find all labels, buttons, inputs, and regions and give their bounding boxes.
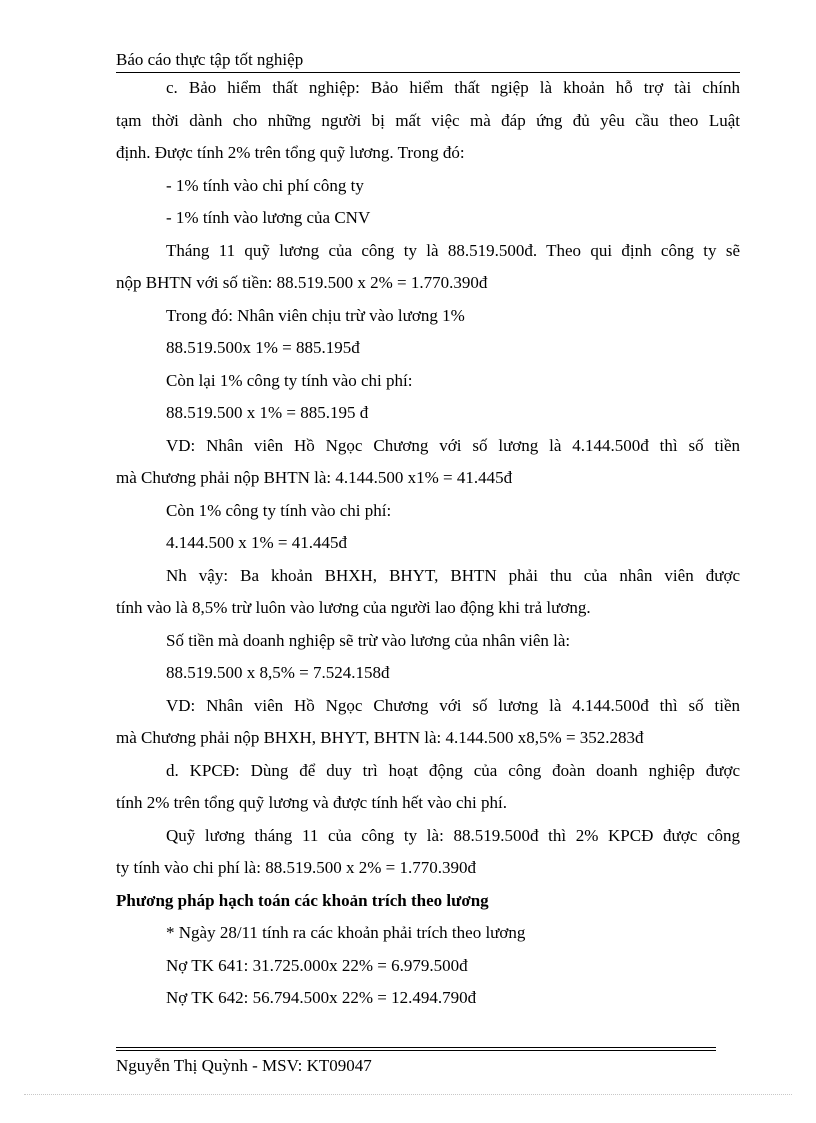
paragraph-line: mà Chương phải nộp BHXH, BHYT, BHTN là: 4.144.500 x8,5% = 352.283đ: [116, 728, 644, 747]
footer-author: Nguyễn Thị Quỳnh - MSV: KT09047: [116, 1056, 372, 1075]
document-body: [116, 72, 740, 1015]
paragraph-line: VD: Nhân viên Hồ Ngọc Chương với số lương là 4.144.500đ thì số tiền: [166, 435, 740, 455]
paragraph-line: mà Chương phải nộp BHTN là: 4.144.500 x1% = 41.445đ: [116, 468, 513, 487]
page-edge-divider: [24, 1094, 792, 1095]
journal-entry: Nợ TK 642: 56.794.500x 22% = 12.494.790đ: [166, 988, 477, 1007]
paragraph-line: Số tiền mà doanh nghiệp sẽ trừ vào lương của nhân viên là:: [166, 630, 571, 650]
paragraph-line: định. Được tính 2% trên tổng quỹ lương. Trong đó:: [116, 143, 465, 162]
paragraph-line: tính 2% trên tổng quỹ lương và được tính hết vào chi phí.: [116, 793, 507, 812]
paragraph-line: Còn lại 1% công ty tính vào chi phí:: [166, 370, 413, 390]
page-header: [116, 50, 740, 73]
paragraph-line: Tháng 11 quỹ lương của công ty là 88.519.500đ. Theo qui định công ty sẽ: [166, 240, 740, 260]
formula-line: 88.519.500x 1% = 885.195đ: [166, 338, 360, 357]
journal-entry: Nợ TK 641: 31.725.000x 22% = 6.979.500đ: [166, 955, 468, 975]
paragraph-line: tính vào là 8,5% trừ luôn vào lương của người lao động khi trả lương.: [116, 598, 591, 617]
paragraph-line: d. KPCĐ: Dùng để duy trì hoạt động của công đoàn doanh nghiệp được: [166, 760, 740, 780]
paragraph-line: nộp BHTN với số tiền: 88.519.500 x 2% = 1.770.390đ: [116, 273, 488, 292]
paragraph-line: Còn 1% công ty tính vào chi phí:: [166, 500, 392, 520]
list-item: - 1% tính vào lương của CNV: [166, 208, 371, 227]
paragraph-line: c. Bảo hiểm thất nghiệp: Bảo hiểm thất ngiệp là khoản hỗ trợ tài chính: [166, 78, 740, 97]
paragraph-line: Quỹ lương tháng 11 của công ty là: 88.519.500đ thì 2% KPCĐ được công: [166, 825, 740, 845]
list-item: - 1% tính vào chi phí công ty: [166, 175, 364, 195]
section-heading: Phương pháp hạch toán các khoản trích theo lương: [116, 890, 489, 910]
formula-line: 4.144.500 x 1% = 41.445đ: [166, 533, 347, 552]
formula-line: 88.519.500 x 8,5% = 7.524.158đ: [166, 663, 390, 682]
report-title: Báo cáo thực tập tốt nghiệp: [116, 50, 304, 69]
formula-line: 88.519.500 x 1% = 885.195 đ: [166, 403, 369, 422]
paragraph-line: ty tính vào chi phí là: 88.519.500 x 2% = 1.770.390đ: [116, 858, 476, 877]
journal-entry: * Ngày 28/11 tính ra các khoản phải trích theo lương: [166, 923, 526, 942]
paragraph-line: tạm thời dành cho những người bị mất việc mà đáp ứng đủ yêu cầu theo Luật: [116, 110, 740, 130]
paragraph-line: VD: Nhân viên Hồ Ngọc Chương với số lương là 4.144.500đ thì số tiền: [166, 695, 740, 715]
footer-rule: [116, 1047, 716, 1051]
paragraph-line: Trong đó: Nhân viên chịu trừ vào lương 1%: [166, 305, 465, 325]
paragraph-line: Nh vậy: Ba khoản BHXH, BHYT, BHTN phải thu của nhân viên được: [166, 565, 740, 585]
